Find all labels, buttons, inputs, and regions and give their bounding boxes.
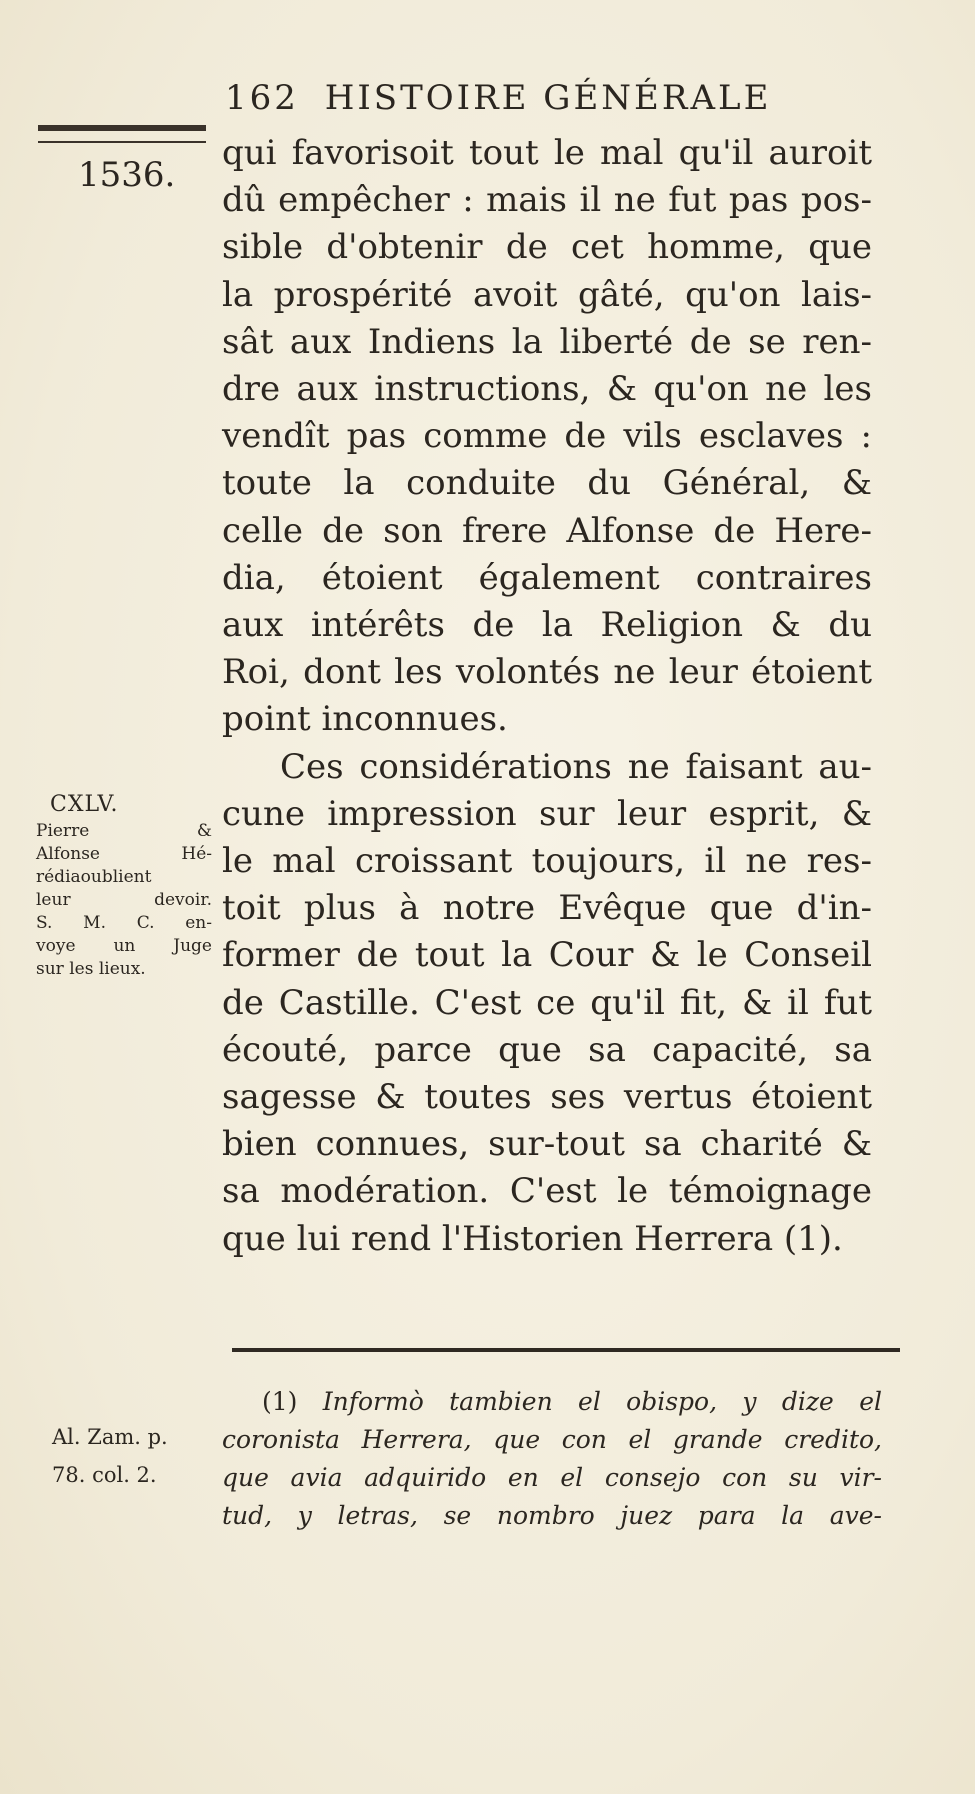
sidenote-line: Alfonse Hé- <box>36 844 212 864</box>
text-line: toit plus à notre Evêque que d'in- <box>222 888 872 929</box>
footnote-line <box>222 1383 882 1421</box>
footnote-line: que avia adquirido en el consejo con su vir- <box>222 1463 882 1492</box>
text-line: cune impression sur leur esprit, & <box>222 793 872 834</box>
text-line: sagesse & toutes ses vertus étoient <box>222 1077 872 1118</box>
sidenote-line: rédiaoublient <box>36 867 152 887</box>
text-line: la prospérité avoit gâté, qu'on lais- <box>222 274 872 315</box>
text-line: dre aux instructions, & qu'on ne les <box>222 369 872 410</box>
margin-rule-thick <box>38 125 206 131</box>
footnote <box>222 1383 882 1535</box>
sidenote-line: leur devoir. <box>36 890 212 910</box>
section-number: CXLV. <box>50 792 119 817</box>
text-line: toute la conduite du Général, & <box>222 463 872 504</box>
text-line: de Castille. C'est ce qu'il fit, & il fut <box>222 982 872 1023</box>
main-text <box>222 130 872 1263</box>
text-line: le mal croissant toujours, il ne res- <box>222 841 872 882</box>
text-line: sât aux Indiens la liberté de se ren- <box>222 321 872 362</box>
text-line: Ces considérations ne faisant au- <box>280 746 872 787</box>
reference-line: Al. Zam. p. <box>52 1425 168 1449</box>
footnote-line-text: Informò tambien el obispo, y dize el <box>322 1387 882 1416</box>
sidenote-line: voye un Juge <box>36 936 212 956</box>
running-header <box>225 78 865 118</box>
margin-year: 1536. <box>78 155 176 195</box>
footnote-separator <box>232 1348 900 1352</box>
sidenote-line: Pierre & <box>36 821 212 841</box>
text-line: que lui rend l'Historien Herrera (1). <box>222 1218 843 1259</box>
text-line: bien connues, sur-tout sa charité & <box>222 1124 872 1165</box>
text-line: sible d'obtenir de cet homme, que <box>222 227 872 268</box>
footnote-marker: (1) <box>262 1387 298 1416</box>
text-line: former de tout la Cour & le Conseil <box>222 935 872 976</box>
page-number: 162 <box>225 78 299 118</box>
text-line: celle de son frere Alfonse de Here- <box>222 510 872 551</box>
footnote-line: coronista Herrera, que con el grande credito, <box>222 1425 882 1454</box>
text-line: aux intérêts de la Religion & du <box>222 605 872 646</box>
sidenote-line: S. M. C. en- <box>36 913 212 933</box>
text-line: dia, étoient également contraires <box>222 557 872 598</box>
text-line: dû empêcher : mais il ne fut pas pos- <box>222 180 872 221</box>
reference-line: 78. col. 2. <box>52 1463 157 1487</box>
sidenote-line: sur les lieux. <box>36 959 146 979</box>
text-line: Roi, dont les volontés ne leur étoient <box>222 652 872 693</box>
text-line: qui favorisoit tout le mal qu'il auroit <box>222 133 872 173</box>
footnote-line: tud, y letras, se nombro juez para la ave- <box>222 1501 882 1530</box>
text-line: vendît pas comme de vils esclaves : <box>222 416 872 457</box>
running-title: HISTOIRE GÉNÉRALE <box>324 78 772 118</box>
text-line: écouté, parce que sa capacité, sa <box>222 1029 872 1070</box>
margin-sidenote <box>36 820 212 981</box>
margin-rule-thin <box>38 141 206 143</box>
text-line: point inconnues. <box>222 699 508 740</box>
footnote-source-reference <box>52 1418 212 1494</box>
text-line: sa modération. C'est le témoignage <box>222 1171 872 1212</box>
